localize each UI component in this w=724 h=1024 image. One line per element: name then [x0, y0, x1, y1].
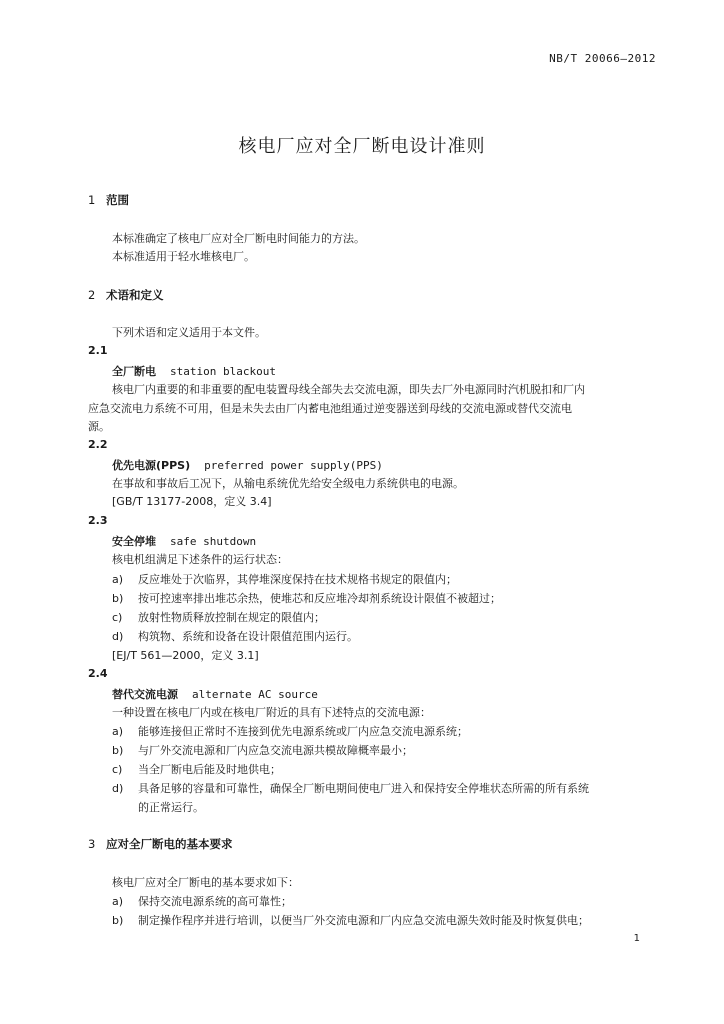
list-marker: b)	[112, 744, 124, 757]
list-item	[112, 893, 292, 909]
term-heading	[112, 686, 318, 702]
list-marker: d)	[112, 630, 124, 643]
term-number: 2.2	[88, 438, 108, 451]
term-en: station blackout	[170, 365, 276, 378]
term-heading	[112, 363, 276, 379]
list-item	[112, 723, 468, 739]
list-item	[112, 912, 589, 928]
term-number: 2.4	[88, 667, 108, 680]
reference: [GB/T 13177-2008，定义 3.4]	[112, 495, 272, 508]
section-title: 应对全厂断电的基本要求	[106, 837, 233, 851]
list-item	[112, 780, 589, 796]
list-marker: a)	[112, 573, 124, 586]
list-marker: d)	[112, 782, 124, 795]
section-2-heading	[88, 287, 164, 303]
section-number: 2	[88, 288, 96, 302]
list-text: 构筑物、系统和设备在设计限值范围内运行。	[138, 630, 358, 643]
paragraph: 核电厂应对全厂断电的基本要求如下：	[112, 876, 299, 889]
section-number: 3	[88, 837, 96, 851]
section-3-heading	[88, 836, 233, 852]
list-marker: b)	[112, 914, 124, 927]
list-item	[112, 571, 457, 587]
term-en: preferred power supply(PPS)	[204, 459, 383, 472]
term-number: 2.1	[88, 344, 108, 357]
list-text: 能够连接但正常时不连接到优先电源系统或厂内应急交流电源系统；	[138, 725, 468, 738]
list-item	[112, 590, 501, 606]
list-item	[112, 628, 358, 644]
definition-line: 源。	[88, 420, 110, 433]
list-marker: a)	[112, 725, 124, 738]
term-zh: 替代交流电源	[112, 688, 178, 701]
list-text: 放射性物质释放控制在规定的限值内；	[138, 611, 325, 624]
list-text: 具备足够的容量和可靠性，确保全厂断电期间使电厂进入和保持安全停堆状态所需的所有系统	[138, 782, 589, 795]
term-zh: 安全停堆	[112, 535, 156, 548]
reference: [EJ/T 561—2000，定义 3.1]	[112, 649, 259, 662]
list-marker: c)	[112, 763, 123, 776]
term-zh: 全厂断电	[112, 365, 156, 378]
paragraph: 本标准适用于轻水堆核电厂。	[112, 250, 255, 263]
term-en: alternate AC source	[192, 688, 318, 701]
list-marker: a)	[112, 895, 124, 908]
list-text: 保持交流电源系统的高可靠性；	[138, 895, 292, 908]
term-zh: 优先电源(PPS)	[112, 459, 191, 472]
definition-line: 核电机组满足下述条件的运行状态：	[112, 553, 288, 566]
list-item	[112, 761, 281, 777]
list-item	[112, 609, 325, 625]
section-1-heading	[88, 192, 129, 208]
section-title: 范围	[106, 193, 129, 207]
term-heading	[112, 457, 383, 473]
term-heading	[112, 533, 256, 549]
term-number: 2.3	[88, 514, 108, 527]
section-number: 1	[88, 193, 96, 207]
standard-code: NB/T 20066—2012	[549, 52, 656, 65]
section-title: 术语和定义	[106, 288, 164, 302]
page-number: 1	[633, 933, 640, 944]
term-en: safe shutdown	[170, 535, 257, 548]
definition-line: 一种设置在核电厂内或在核电厂附近的具有下述特点的交流电源：	[112, 706, 431, 719]
definition-line: 应急交流电力系统不可用，但是未失去由厂内蓄电池组通过逆变器送到母线的交流电源或替代交流电	[88, 402, 572, 415]
list-marker: b)	[112, 592, 124, 605]
document-title: 核电厂应对全厂断电设计准则	[238, 136, 486, 157]
list-text: 制定操作程序并进行培训，以便当厂外交流电源和厂内应急交流电源失效时能及时恢复供电；	[138, 914, 589, 927]
paragraph: 下列术语和定义适用于本文件。	[112, 326, 266, 339]
list-text: 与厂外交流电源和厂内应急交流电源共模故障概率最小；	[138, 744, 413, 757]
list-marker: c)	[112, 611, 123, 624]
list-text: 按可控速率排出堆芯余热，使堆芯和反应堆冷却剂系统设计限值不被超过；	[138, 592, 501, 605]
list-text: 反应堆处于次临界，其停堆深度保持在技术规格书规定的限值内；	[138, 573, 457, 586]
paragraph: 本标准确定了核电厂应对全厂断电时间能力的方法。	[112, 232, 365, 245]
list-item-continuation: 的正常运行。	[138, 801, 204, 814]
list-text: 当全厂断电后能及时地供电；	[138, 763, 281, 776]
definition-line: 核电厂内重要的和非重要的配电装置母线全部失去交流电源，即失去厂外电源同时汽机脱扣和厂内	[112, 383, 585, 396]
definition-line: 在事故和事故后工况下，从输电系统优先给安全级电力系统供电的电源。	[112, 477, 464, 490]
list-item	[112, 742, 413, 758]
